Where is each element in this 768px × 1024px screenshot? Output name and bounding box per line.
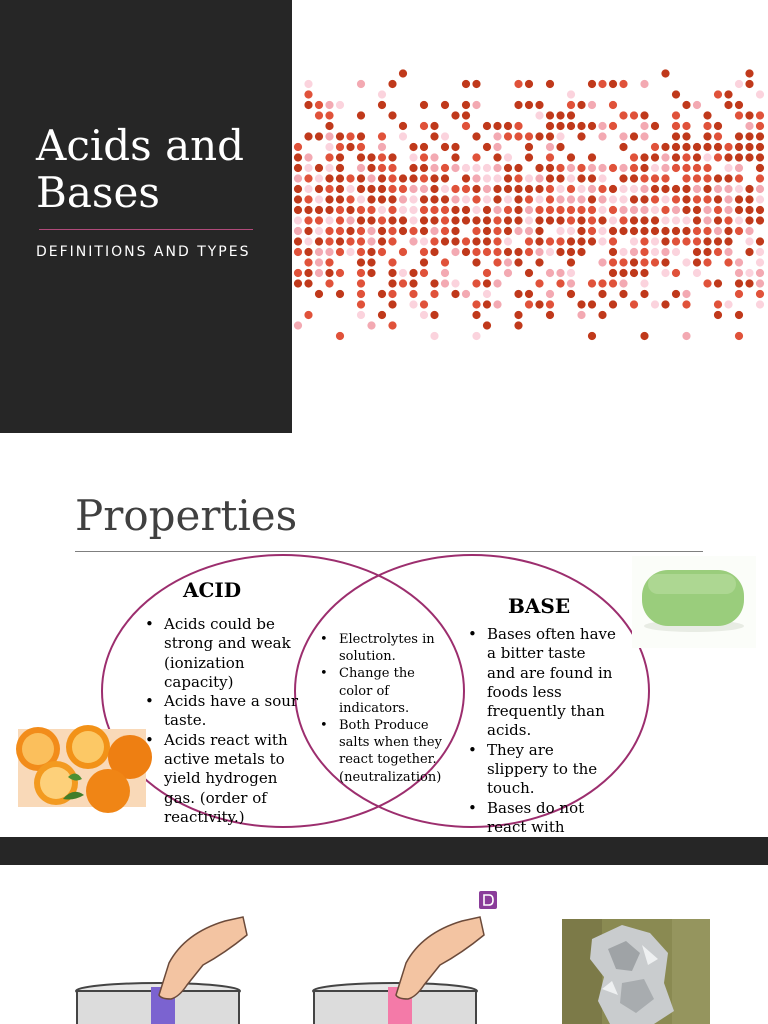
oranges-image bbox=[18, 729, 146, 807]
list-item: • Bases do not react with bbox=[468, 799, 616, 857]
indicator-slide bbox=[0, 865, 768, 1024]
list-item: • Acids have a sour taste. bbox=[145, 692, 300, 731]
list-item: • Electrolytes in solution. bbox=[320, 631, 445, 665]
base-heading: BASE bbox=[508, 594, 571, 618]
slide-subtitle: DEFINITIONS AND TYPES bbox=[36, 244, 251, 260]
acid-properties-list bbox=[145, 615, 300, 827]
properties-slide bbox=[0, 433, 768, 837]
list-item: • Acids react with active metals to yield hydrogen gas. (order of reactivity.) bbox=[145, 731, 300, 827]
soap-image bbox=[632, 556, 756, 648]
list-item: • They are slippery to the touch. bbox=[468, 741, 616, 799]
list-item: • Change the color of indicators. bbox=[320, 665, 445, 717]
title-slide bbox=[0, 0, 768, 433]
slide-divider-band bbox=[0, 837, 768, 865]
logo-badge-icon bbox=[478, 890, 498, 910]
mineral-rock-image bbox=[562, 919, 710, 1024]
list-item: • Acids could be strong and weak (ionization capacity) bbox=[145, 615, 300, 692]
properties-title: Properties bbox=[75, 491, 298, 540]
slide-title: Acids and Bases bbox=[36, 121, 245, 217]
title-divider bbox=[39, 229, 253, 230]
dot-pattern-decoration bbox=[292, 55, 768, 375]
acid-heading: ACID bbox=[183, 578, 242, 602]
list-item: • Bases often have a bitter taste and are found in foods less frequently than acids. bbox=[468, 625, 616, 741]
base-properties-list bbox=[468, 625, 616, 857]
shared-properties-list bbox=[320, 631, 445, 786]
hand-dipping-paper-icon bbox=[75, 913, 255, 1024]
title-panel bbox=[0, 0, 292, 433]
litmus-paper-icon bbox=[312, 913, 492, 1024]
list-item: • Both Produce salts when they react together. (neutralization) bbox=[320, 717, 445, 786]
